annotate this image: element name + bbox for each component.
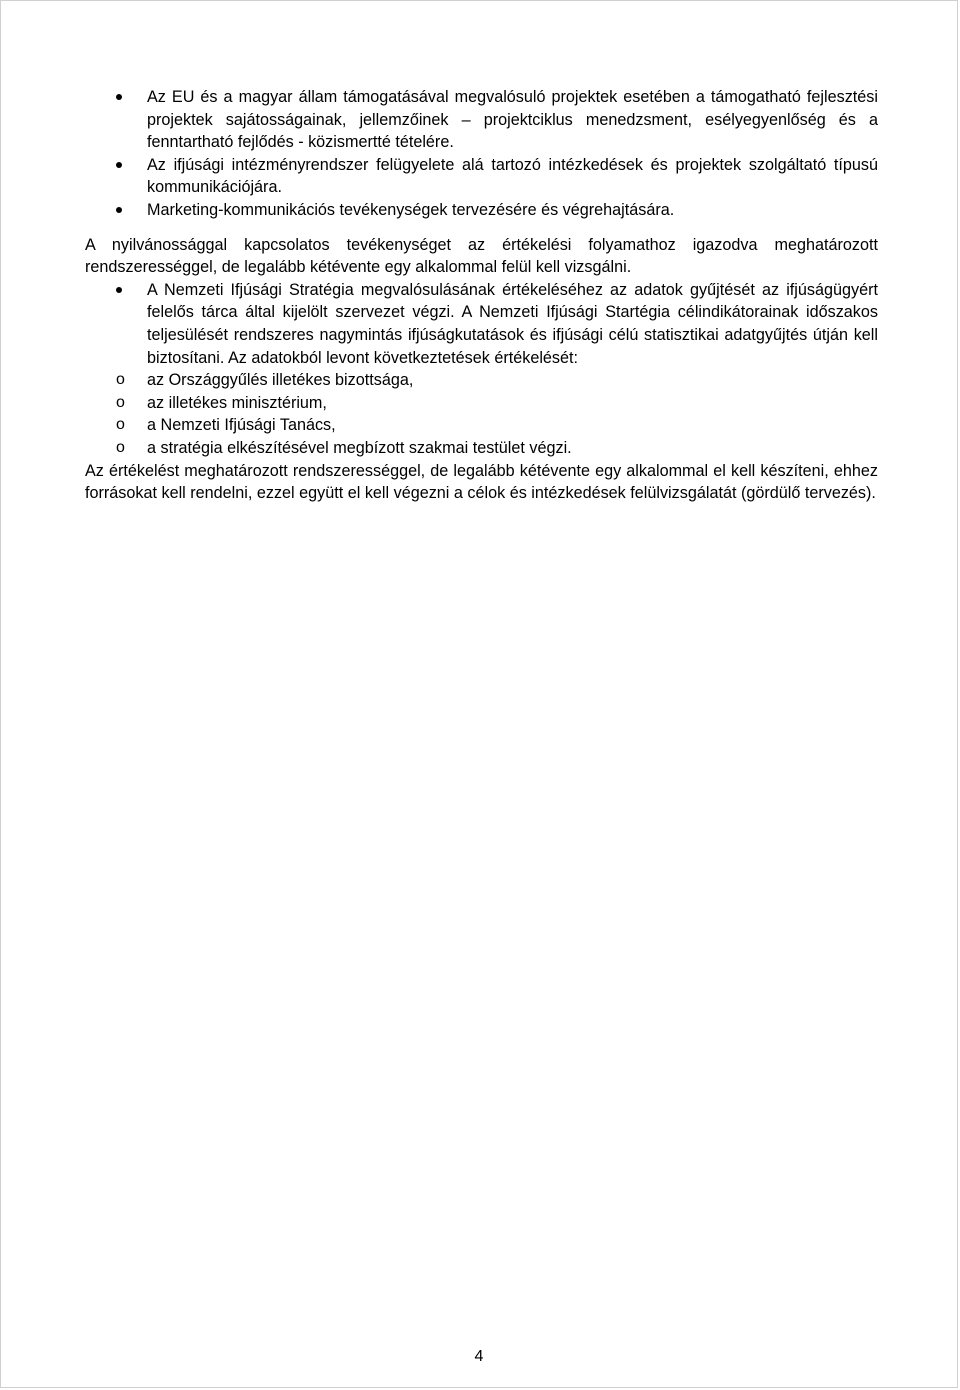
bullet-list-middle — [85, 279, 878, 460]
bullet-item: Marketing-kommunikációs tevékenységek tervezésére és végrehajtására. — [85, 199, 878, 222]
paragraph: Az értékelést meghatározott rendszerességgel, de legalább kétévente egy alkalommal el kell készíteni, ehhez forrásokat kell rendelni, ezzel együtt el kell végezni a célok és intézkedések felülvizsgálatát (gördülő tervezés). — [85, 461, 878, 503]
bullet-item: Az ifjúsági intézményrendszer felügyelete alá tartozó intézkedések és projektek szolgáltató típusú kommunikációjára. — [85, 154, 878, 199]
paragraph: A nyilvánossággal kapcsolatos tevékenységet az értékelési folyamathoz igazodva meghatározott rendszerességgel, de legalább kétévente egy alkalommal felül kell vizsgálni. — [85, 235, 878, 277]
bullet-item: Az EU és a magyar állam támogatásával megvalósuló projektek esetében a támogatható fejlesztési projektek sajátosságainak, jellemzőinek – projektciklus menedzsment, esélyegyenlőség és a fenntartható fejlődés - közismertté tételére. — [85, 86, 878, 154]
sub-list-item: o a stratégia elkészítésével megbízott szakmai testület végzi. — [85, 437, 878, 460]
document-body — [85, 86, 878, 505]
bullet-text: A Nemzeti Ifjúsági Stratégia megvalósulásának értékeléséhez az adatok gyűjtését az ifjúságügyért felelős tárca által kijelölt szervezet végzi. A Nemzeti Ifjúsági Startégia célindikátorainak időszakos teljesülését rendszeres nagymintás ifjúságkutatások és ifjúsági célú statisztikai adatgyűjtés útján kell biztosítani. Az adatokból levont következtetések értékelését: — [147, 280, 878, 367]
sub-list-item: o az Országgyűlés illetékes bizottsága, — [85, 369, 878, 392]
sub-list-item: o a Nemzeti Ifjúsági Tanács, — [85, 414, 878, 437]
bullet-list-top — [85, 86, 878, 222]
sub-list — [85, 369, 878, 459]
sub-list-item: o az illetékes minisztérium, — [85, 392, 878, 415]
bullet-item — [85, 279, 878, 460]
page-number: 4 — [474, 1348, 484, 1365]
